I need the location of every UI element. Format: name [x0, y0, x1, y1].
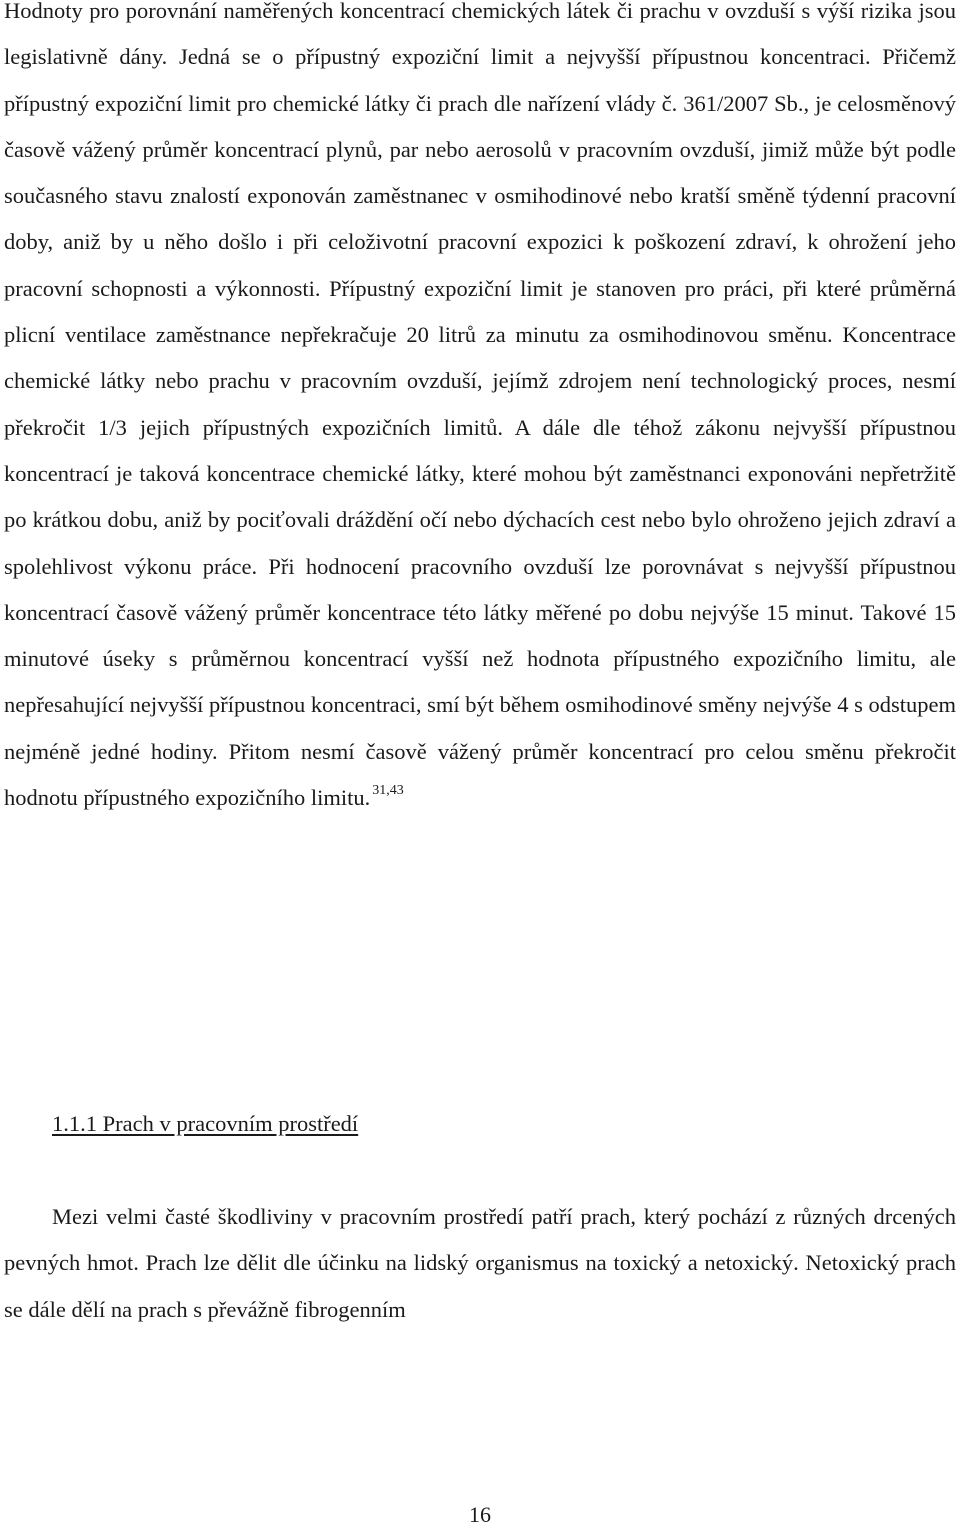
body-paragraph	[4, 1194, 956, 1333]
section-heading: 1.1.1 Prach v pracovním prostředí	[52, 1111, 359, 1136]
page-number: 16	[469, 1502, 491, 1527]
paragraph-text: Hodnoty pro porovnání naměřených koncentrací chemických látek či prachu v ovzduší s výší rizika jsou legislativně dány. Jedná se o přípustný expoziční limit a nejvyšší přípustnou koncentraci. Přičemž přípustný expoziční limit pro chemické látky či prach dle nařízení vlády č. 361/2007 Sb., je celosměnový časově vážený průměr koncentrací plynů, par nebo aerosolů v pracovním ovzduší, jimiž může být podle současného stavu znalostí exponován zaměstnanec v osmihodinové nebo kratší směně týdenní pracovní doby, aniž by u něho došlo i při celoživotní pracovní expozici k poškození zdraví, k ohrožení jeho pracovní schopnosti a výkonnosti. Přípustný expoziční limit je stanoven pro práci, při které průměrná plicní ventilace zaměstnance nepřekračuje 20 litrů za minutu za osmihodinovou směnu. Koncentrace chemické látky nebo prachu v pracovním ovzduší, jejímž zdrojem není technologický proces, nesmí překročit 1/3 jejich přípustných expozičních limitů. A dále dle téhož zákonu nejvyšší přípustnou koncentrací je taková koncentrace chemické látky, které mohou být zaměstnanci exponováni nepřetržitě po krátkou dobu, aniž by pociťovali dráždění očí nebo dýchacích cest nebo bylo ohroženo jejich zdraví a spolehlivost výkonu práce. Při hodnocení pracovního ovzduší lze porovnávat s nejvyšší přípustnou koncentrací časově vážený průměr koncentrace této látky měřené po dobu nejvýše 15 minut. Takové 15 minutové úseky s průměrnou koncentrací vyšší než hodnota přípustného expozičního limitu, ale nepřesahující nejvyšší přípustnou koncentraci, smí být během osmihodinové směny nejvýše 4 s odstupem nejméně jedné hodiny. Přitom nesmí časově vážený průměr koncentrací pro celou směnu překročit hodnotu přípustného expozičního limitu.	[4, 0, 956, 811]
citation-reference: 31,43	[372, 783, 404, 799]
paragraph-text: Mezi velmi časté škodliviny v pracovním prostředí patří prach, který pochází z různých drcených pevných hmot. Prach lze dělit dle účinku na lidský organismus na toxický a netoxický. Netoxický prach se dále dělí na prach s převážně fibrogenním	[4, 1204, 956, 1322]
body-paragraph	[4, 0, 956, 821]
